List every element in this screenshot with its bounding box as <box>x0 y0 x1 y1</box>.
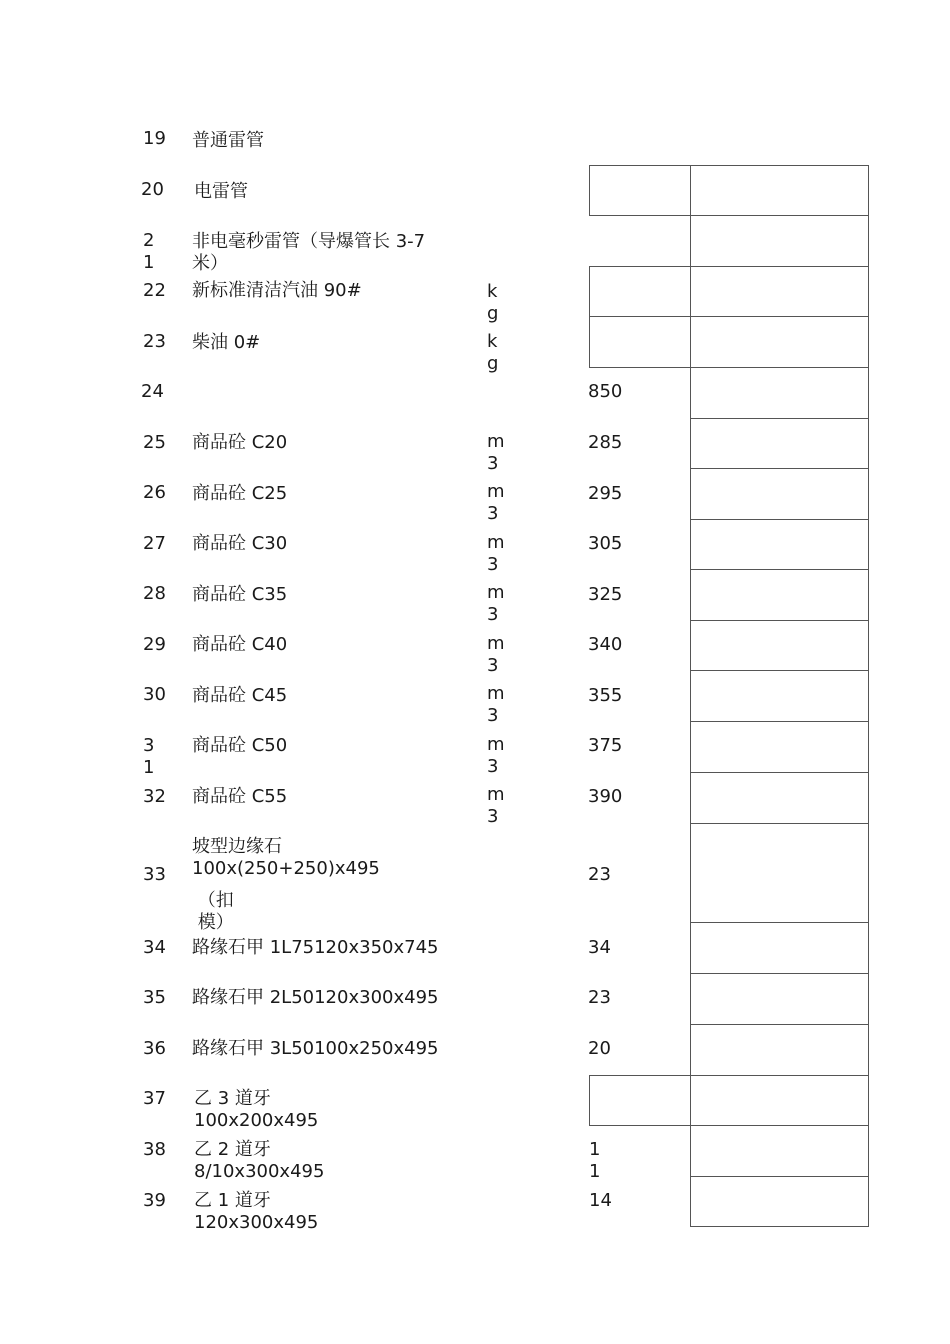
row-no: 36 <box>143 1038 166 1059</box>
row-price: 375 <box>588 735 623 756</box>
row-price: 850 <box>588 381 623 402</box>
remark-cell <box>690 569 869 621</box>
remark-cell <box>690 165 869 216</box>
row-name: 电雷管 <box>194 181 248 202</box>
remark-cell <box>690 922 869 974</box>
price-cell-box <box>589 316 691 368</box>
row-no: 35 <box>143 987 166 1008</box>
row-no: 22 <box>143 280 166 301</box>
row-name: 商品砼 C40 <box>192 634 288 655</box>
remark-cell <box>690 468 869 520</box>
row-name: 商品砼 C25 <box>192 483 288 504</box>
row-price: 285 <box>588 432 623 453</box>
remark-cell <box>690 1024 869 1076</box>
row-name: 柴油 0# <box>192 332 261 353</box>
price-cell-box <box>589 165 691 216</box>
row-no: 26 <box>143 482 166 503</box>
remark-cell <box>690 1125 869 1177</box>
row-name: 商品砼 C30 <box>192 533 288 554</box>
row-name: 商品砼 C20 <box>192 432 288 453</box>
row-no: 28 <box>143 583 166 604</box>
row-no: 23 <box>143 331 166 352</box>
row-no: 38 <box>143 1139 166 1160</box>
row-unit: m 3 <box>487 734 505 777</box>
row-no: 3 1 <box>143 735 155 778</box>
row-name: 路缘石甲 2L50120x300x495 <box>192 987 439 1008</box>
row-price: 340 <box>588 634 623 655</box>
row-name: 非电毫秒雷管（导爆管长 3-7 米） <box>192 231 426 274</box>
remark-cell <box>690 620 869 671</box>
price-cell-box <box>589 266 691 317</box>
row-no: 39 <box>143 1190 166 1211</box>
row-name: 商品砼 C55 <box>192 786 288 807</box>
row-unit: m 3 <box>487 582 505 625</box>
row-price: 20 <box>588 1038 611 1059</box>
row-no: 33 <box>143 864 166 885</box>
row-price: 295 <box>588 483 623 504</box>
remark-cell <box>690 1176 869 1227</box>
remark-cell <box>690 670 869 722</box>
row-price: 23 <box>588 864 611 885</box>
row-name: 坡型边缘石 100x(250+250)x495 <box>192 836 380 879</box>
remark-cell <box>690 973 869 1025</box>
row-no: 29 <box>143 634 166 655</box>
remark-cell <box>690 721 869 773</box>
row-price: 305 <box>588 533 623 554</box>
row-no: 19 <box>143 128 166 149</box>
row-unit: m 3 <box>487 431 505 474</box>
row-name: 商品砼 C50 <box>192 735 288 756</box>
row-name: 乙 2 道牙 8/10x300x495 <box>194 1139 325 1182</box>
row-name: 商品砼 C45 <box>192 685 288 706</box>
row-name-note: （扣 模） <box>197 890 234 933</box>
row-price: 23 <box>588 987 611 1008</box>
row-no: 27 <box>143 533 166 554</box>
price-cell-box <box>589 1075 691 1126</box>
remark-cell <box>690 823 869 923</box>
row-no: 37 <box>143 1088 166 1109</box>
row-no: 30 <box>143 684 166 705</box>
remark-cell <box>690 367 869 419</box>
row-unit: m 3 <box>487 633 505 676</box>
row-unit: m 3 <box>487 481 505 524</box>
remark-cell <box>690 266 869 317</box>
row-no: 24 <box>141 381 164 402</box>
row-name: 乙 1 道牙 120x300x495 <box>194 1190 319 1233</box>
row-price: 34 <box>588 937 611 958</box>
row-price: 14 <box>589 1190 612 1211</box>
remark-cell <box>690 519 869 570</box>
row-name: 商品砼 C35 <box>192 584 288 605</box>
row-unit: k g <box>487 281 499 324</box>
remark-cell <box>690 418 869 469</box>
row-price: 1 1 <box>589 1139 601 1182</box>
row-name: 乙 3 道牙 100x200x495 <box>194 1088 319 1131</box>
row-no: 32 <box>143 786 166 807</box>
remark-cell <box>690 316 869 368</box>
row-price: 355 <box>588 685 623 706</box>
remark-cell <box>690 215 869 267</box>
row-price: 325 <box>588 584 623 605</box>
row-unit: m 3 <box>487 683 505 726</box>
remark-cell <box>690 1075 869 1126</box>
row-unit: m 3 <box>487 784 505 827</box>
row-no: 34 <box>143 937 166 958</box>
row-no: 2 1 <box>143 230 155 273</box>
row-no: 25 <box>143 432 166 453</box>
row-unit: k g <box>487 331 499 374</box>
row-price: 390 <box>588 786 623 807</box>
row-unit: m 3 <box>487 532 505 575</box>
row-name: 路缘石甲 1L75120x350x745 <box>192 937 439 958</box>
row-name: 普通雷管 <box>192 130 264 151</box>
remark-cell <box>690 772 869 824</box>
row-no: 20 <box>141 179 164 200</box>
row-name: 路缘石甲 3L50100x250x495 <box>192 1038 439 1059</box>
row-name: 新标准清洁汽油 90# <box>192 280 362 301</box>
